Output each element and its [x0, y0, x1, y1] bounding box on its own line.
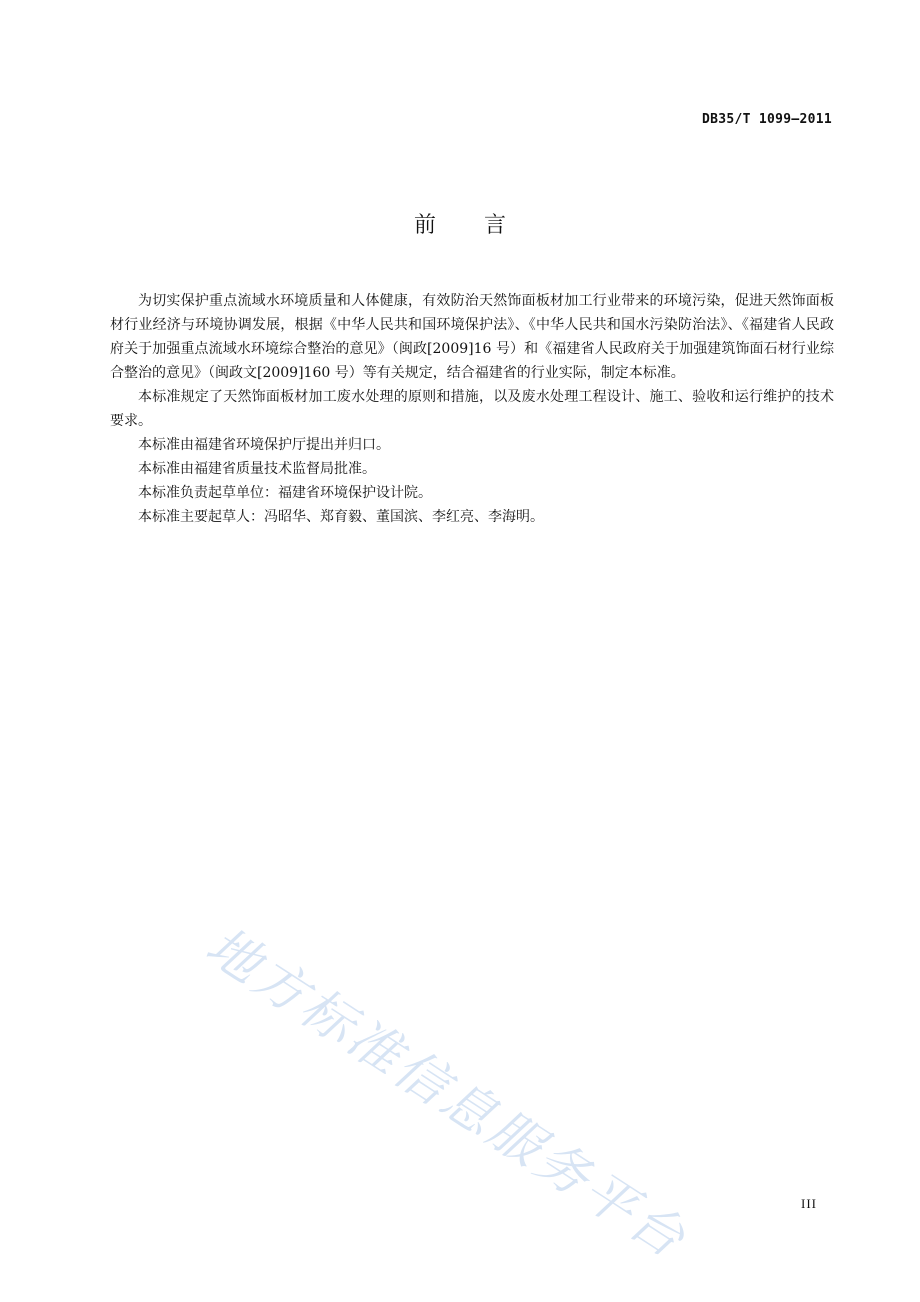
- watermark: 地方标准信息服务平台: [195, 915, 698, 1272]
- page-number: III: [801, 1196, 817, 1211]
- paragraph-scope: 本标准规定了天然饰面板材加工废水处理的原则和措施，以及废水处理工程设计、施工、验收和运行维护的技术要求。: [110, 389, 834, 429]
- paragraph-drafters: 本标准主要起草人：冯昭华、郑育毅、董国滨、李红亮、李海明。: [138, 509, 544, 525]
- paragraph-approver: 本标准由福建省质量技术监督局批准。: [138, 461, 376, 477]
- paragraph-drafting-unit: 本标准负责起草单位：福建省环境保护设计院。: [138, 485, 432, 501]
- paragraph-proposer: 本标准由福建省环境保护厅提出并归口。: [138, 437, 390, 453]
- paragraph-purpose: 为切实保护重点流域水环境质量和人体健康，有效防治天然饰面板材加工行业带来的环境污染，促进天然饰面板材行业经济与环境协调发展，根据《中华人民共和国环境保护法》、《中华人民共和国水污染防治法》、《福建省人民政府关于加强重点流域水环境综合整治的意见》（闽政[2009]16 号）和《福建省人民政府关于加强建筑饰面石材行业综合整治的意见》（闽政文[2009]160 号）等有关规定，结合福建省的行业实际，制定本标准。: [110, 293, 834, 381]
- standard-code: DB35/T 1099—2011: [701, 112, 832, 127]
- page-title: 前言: [413, 213, 554, 238]
